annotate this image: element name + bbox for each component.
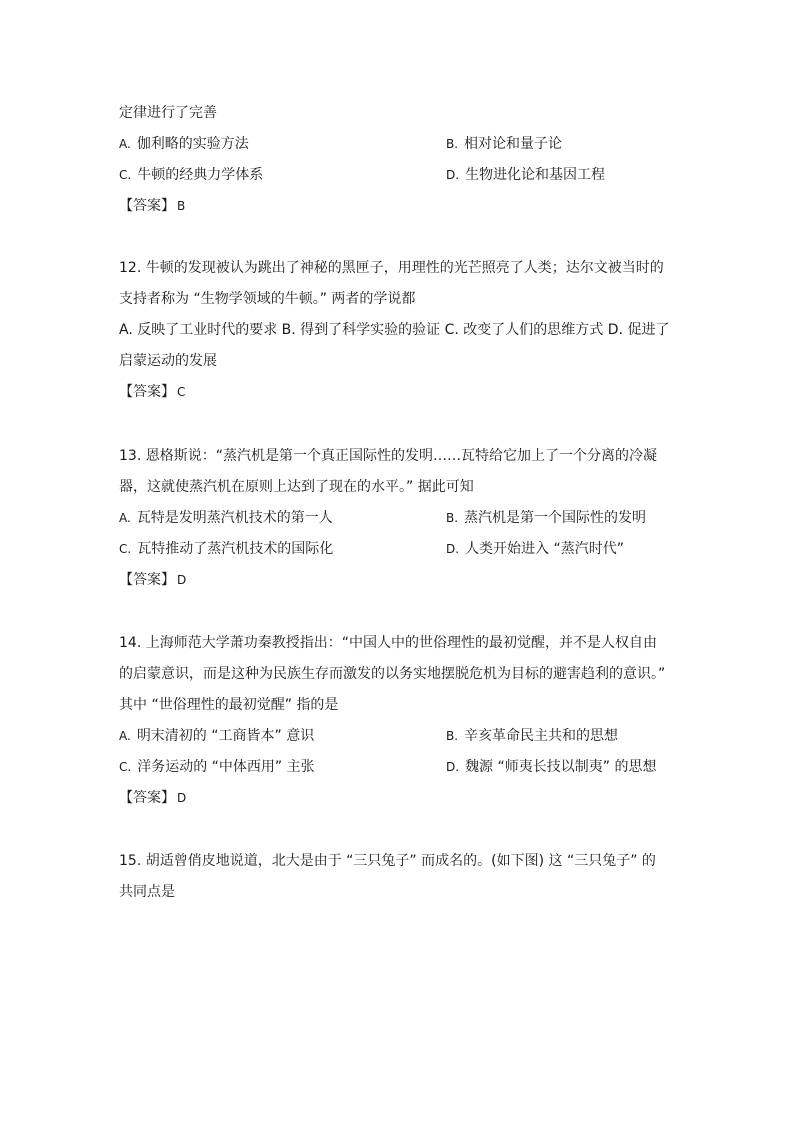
option-text: 明末清初的 “工商皆本” 意识 [136,728,315,744]
q12-options-line[interactable]: A. 反映了工业时代的要求 B. 得到了科学实验的验证 C. 改变了人们的思维方式 D. 促进了 [119,322,670,338]
option-letter: B. [446,511,459,525]
answer-value: C [177,385,186,399]
q14-option-b[interactable] [446,726,618,746]
q12-stem-line-1: 12. 牛顿的发现被认为跳出了神秘的黑匣子，用理性的光芒照亮了人类；达尔文被当时的 [119,260,664,276]
option-letter: D. [446,760,460,774]
option-text: 相对论和量子论 [464,136,563,152]
option-text: 伽利略的实验方法 [136,136,249,152]
q14-option-c[interactable] [119,757,315,777]
q14-stem-line-3: 其中 “世俗理性的最初觉醒” 指的是 [119,697,339,713]
q13-stem-line-2: 器，这就使蒸汽机在原则上达到了现在的水平。” 据此可知 [119,479,474,495]
option-text: 瓦特推动了蒸汽机技术的国际化 [137,541,334,557]
option-letter: B. [446,729,459,743]
q11-stem-tail: 定律进行了完善 [119,105,217,121]
q13-option-b[interactable] [446,508,646,528]
answer-label: 【答案】 [119,198,175,214]
option-text: 洋务运动的 “中体西用” 主张 [137,759,315,775]
option-letter: B. [446,137,459,151]
option-letter: A. [119,729,131,743]
option-letter: D. [446,542,460,556]
answer-value: D [177,791,187,805]
option-text: 辛亥革命民主共和的思想 [464,728,619,744]
option-letter: A. [119,137,131,151]
q14-option-a[interactable] [119,726,314,746]
option-text: 生物进化论和基因工程 [465,167,606,183]
option-letter: A. [119,511,131,525]
q11-option-a[interactable] [119,134,249,154]
q11-option-b[interactable] [446,134,562,154]
answer-label: 【答案】 [119,790,175,806]
answer-value: B [177,199,186,213]
q13-option-d[interactable] [446,539,624,559]
q14-stem-line-2: 的启蒙意识，而是这种为民族生存而激发的以务实地摆脱危机为目标的避害趋利的意识。” [119,666,666,682]
option-letter: C. [119,168,132,182]
option-text: 魏源 “师夷长技以制夷” 的思想 [465,759,657,775]
q14-answer [119,788,186,808]
option-text: 牛顿的经典力学体系 [137,167,264,183]
q15-stem-line-1: 15. 胡适曾俏皮地说道，北大是由于 “三只兔子” 而成名的。(如下图) 这 “三只兔子” 的 [119,853,656,869]
q15-stem-line-2: 共同点是 [119,884,175,900]
option-text: 人类开始进入 “蒸汽时代” [465,541,625,557]
q14-option-d[interactable] [446,757,656,777]
q13-answer [119,570,186,590]
q12-options-line-cont[interactable]: 启蒙运动的发展 [119,353,217,369]
q13-stem-line-1: 13. 恩格斯说：“蒸汽机是第一个真正国际性的发明……瓦特给它加上了一个分离的冷凝 [119,448,657,464]
answer-value: D [177,573,187,587]
q11-answer [119,196,185,216]
option-text: 蒸汽机是第一个国际性的发明 [464,510,647,526]
answer-label: 【答案】 [119,572,175,588]
q14-stem-line-1: 14. 上海师范大学萧功秦教授指出：“中国人中的世俗理性的最初觉醒，并不是人权自由 [119,635,657,651]
option-letter: D. [446,168,460,182]
q12-answer [119,382,185,402]
option-text: 瓦特是发明蒸汽机技术的第一人 [136,510,333,526]
option-letter: C. [119,760,132,774]
answer-label: 【答案】 [119,384,175,400]
q12-stem-line-2: 支持者称为 “生物学领域的牛顿。” 两者的学说都 [119,291,416,307]
q11-option-d[interactable] [446,165,605,185]
q13-option-c[interactable] [119,539,333,559]
q11-option-c[interactable] [119,165,263,185]
q13-option-a[interactable] [119,508,333,528]
option-letter: C. [119,542,132,556]
